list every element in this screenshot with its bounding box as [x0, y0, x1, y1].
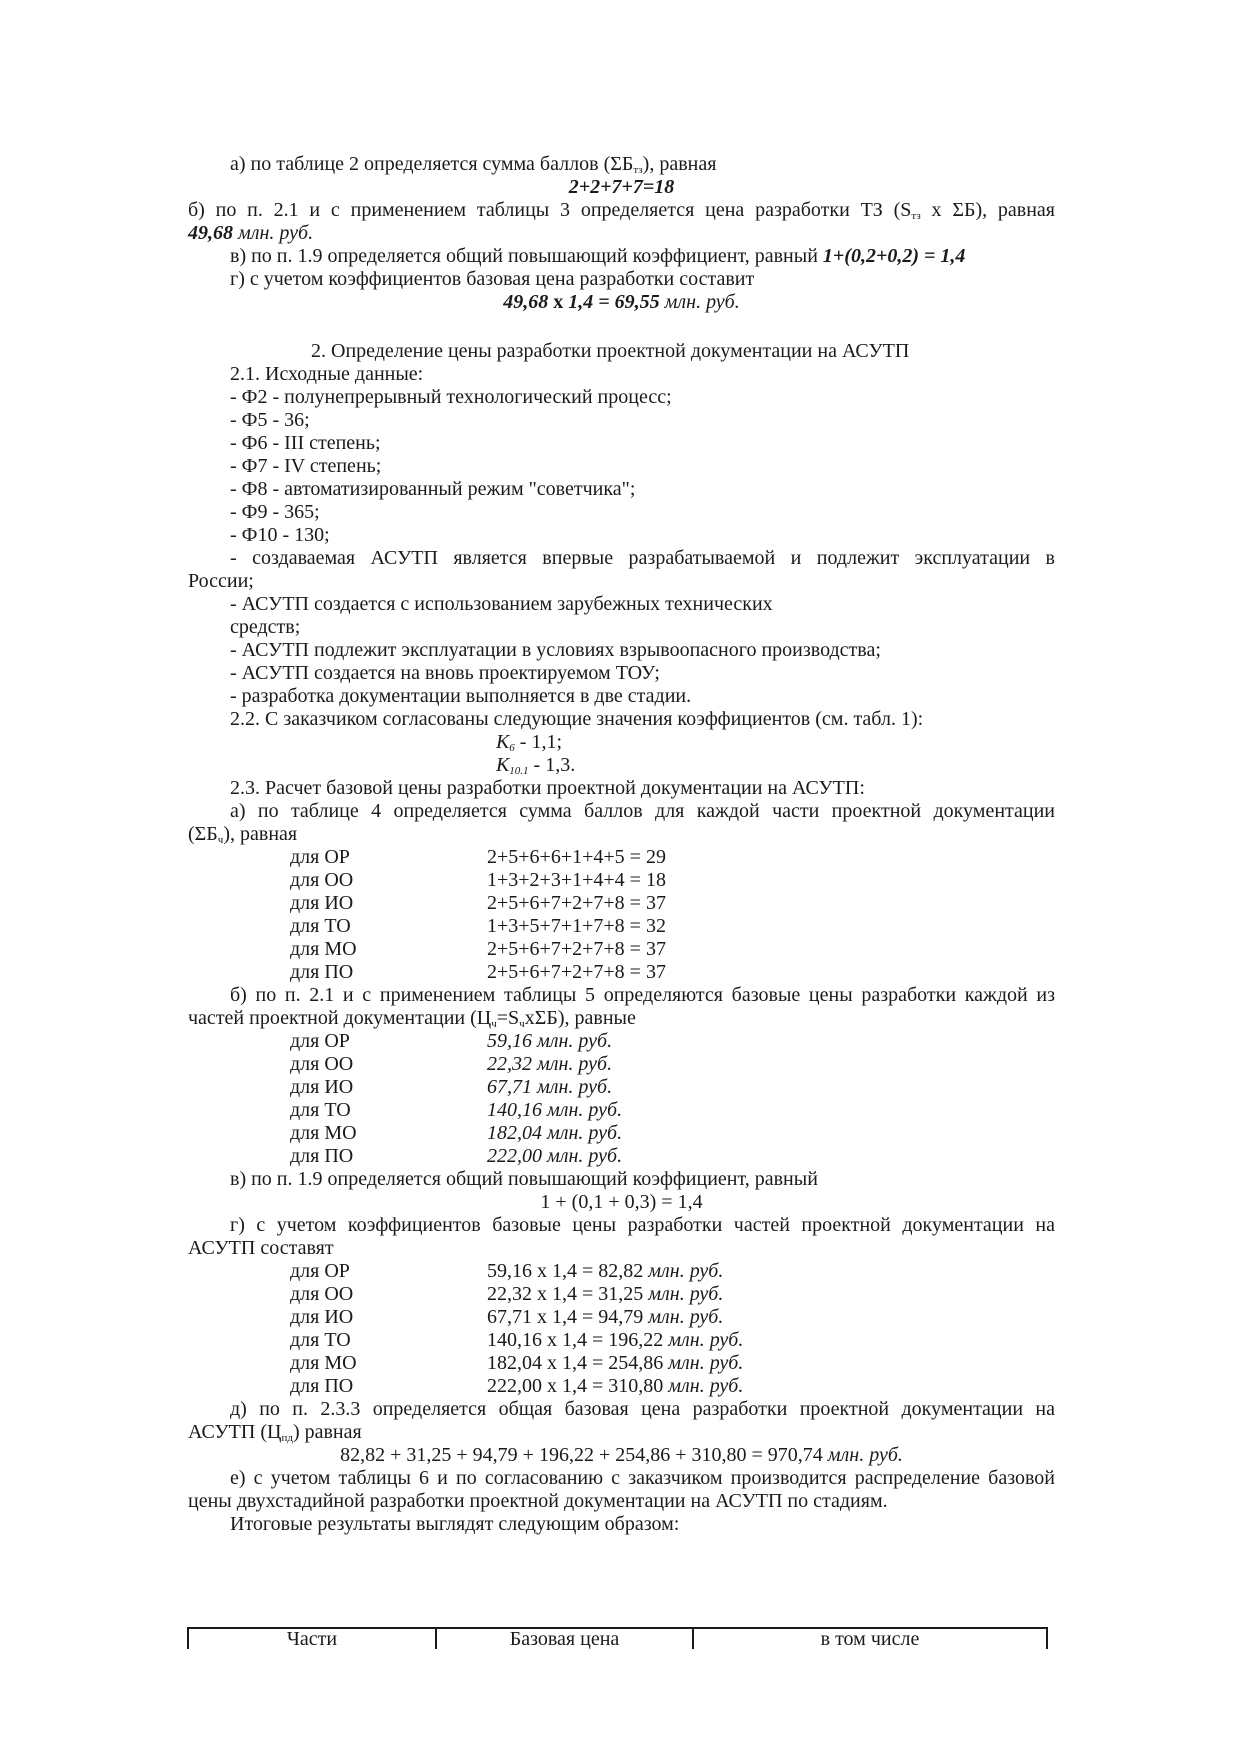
table-header-base-price: Базовая цена	[437, 1629, 694, 1649]
subsection-2-2: 2.2. С заказчиком согласованы следующие значения коэффициентов (см. табл. 1):	[230, 708, 924, 730]
table-header-parts: Части	[189, 1629, 437, 1649]
item-d-total-cont: АСУТП $(Ц_{пд})$ равная	[188, 1421, 362, 1444]
final-part: для ТО	[290, 1329, 351, 1351]
price-part: для ПО	[290, 1145, 354, 1167]
list-item: - создаваемая АСУТП является впервые разрабатываемой и подлежит эксплуатации в	[230, 547, 1055, 569]
price-part: для ИО	[290, 1076, 354, 1098]
price-part: для ОО	[290, 1053, 354, 1075]
list-item: - разработка документации выполняется в две стадии.	[230, 685, 692, 707]
final-part: для ПО	[290, 1375, 354, 1397]
item-e-stages-cont: цены двухстадийной разработки проектной документации на АСУТП по стадиям.	[188, 1490, 888, 1512]
score-part: для ИО	[290, 892, 354, 914]
item-b-price-line1: б) по п. 2.1 и с применением таблицы 3 определяется цена разработки ТЗ ($S_{тз}$ х ΣБ), равная	[188, 199, 1055, 222]
price-value: 59,16 млн. руб.	[487, 1030, 613, 1052]
item-v-coef2: в) по п. 1.9 определяется общий повышающий коэффициент, равный	[230, 1168, 818, 1190]
item-g-total: г) с учетом коэффициентов базовая цена разработки составит	[230, 268, 755, 290]
score-part: для ОР	[290, 846, 350, 868]
list-item: - Ф10 - 130;	[230, 524, 330, 546]
final-part: для ОО	[290, 1283, 354, 1305]
price-value: 222,00 млн. руб.	[487, 1145, 623, 1167]
final-part: для МО	[290, 1352, 357, 1374]
list-item-cont: средств;	[230, 616, 301, 638]
item-a-parts: а) по таблице 4 определяется сумма баллов для каждой части проектной документации	[230, 800, 1055, 822]
formula-score: 2+2+7+7=18	[568, 176, 675, 198]
score-formula: 2+5+6+7+2+7+8 = 37	[487, 892, 666, 914]
list-item: - АСУТП создается с использованием зарубежных технических	[230, 593, 773, 615]
price-value: 182,04 млн. руб.	[487, 1122, 623, 1144]
item-b-prices: б) по п. 2.1 и с применением таблицы 5 определяются базовые цены разработки каждой из	[230, 984, 1055, 1006]
list-item: - АСУТП создается на вновь проектируемом ТОУ;	[230, 662, 660, 684]
list-item: - Ф9 - 365;	[230, 501, 320, 523]
list-item: - Ф7 - IV степень;	[230, 455, 382, 477]
item-d-total: д) по п. 2.3.3 определяется общая базовая цена разработки проектной документации на	[230, 1398, 1055, 1420]
score-formula: 1+3+2+3+1+4+4 = 18	[487, 869, 666, 891]
subsection-2-3: 2.3. Расчет базовой цены разработки проектной документации на АСУТП:	[230, 777, 865, 799]
list-item: - Ф5 - 36;	[230, 409, 310, 431]
price-value: 22,32 млн. руб.	[487, 1053, 613, 1075]
item-a-score: а) по таблице 2 определяется сумма баллов $(\Sigma Б_{тз})$, равная	[230, 153, 717, 176]
formula-grand-total: 82,82 + 31,25 + 94,79 + 196,22 + 254,86 + 310,80 = 970,74 млн. руб.	[340, 1444, 903, 1466]
list-item-cont: России;	[188, 570, 254, 592]
item-v-coef: в) по п. 1.9 определяется общий повышающий коэффициент, равный 1+(0,2+0,2) = 1,4	[230, 245, 966, 267]
table-header-including: в том числе	[820, 1628, 920, 1650]
list-item: - АСУТП подлежит эксплуатации в условиях взрывоопасного производства;	[230, 639, 881, 661]
item-b-prices-cont: частей проектной документации $(Ц_ч=S_чх\Sigma Б)$, равные	[188, 1007, 636, 1030]
price-value: 140,16 млн. руб.	[487, 1099, 623, 1121]
item-a-parts-cont: $(\Sigma Б_ч)$, равная	[188, 823, 298, 846]
item-e-stages: е) с учетом таблицы 6 и по согласованию с заказчиком производится распределение базовой	[230, 1467, 1055, 1489]
list-item: - Ф6 - III степень;	[230, 432, 381, 454]
subsection-2-1: 2.1. Исходные данные:	[230, 363, 424, 385]
coef-k10-1: $К_{10.1} - 1,3$.	[496, 754, 576, 777]
formula-total: 49,68 х 1,4 = 69,55 млн. руб.	[503, 291, 740, 313]
score-formula: 2+5+6+7+2+7+8 = 37	[487, 938, 666, 960]
final-calc: 22,32 х 1,4 = 31,25 млн. руб.	[487, 1283, 724, 1305]
list-item: - Ф2 - полунепрерывный технологический процесс;	[230, 386, 672, 408]
score-formula: 2+5+6+7+2+7+8 = 37	[487, 961, 666, 983]
final-calc: 67,71 х 1,4 = 94,79 млн. руб.	[487, 1306, 724, 1328]
item-g-parts-cont: АСУТП составят	[188, 1237, 334, 1259]
price-part: для ОР	[290, 1030, 350, 1052]
score-part: для ПО	[290, 961, 354, 983]
final-calc: 140,16 х 1,4 = 196,22 млн. руб.	[487, 1329, 744, 1351]
coef-k6: $К_6 - 1,1$;	[496, 731, 562, 754]
score-part: для ОО	[290, 869, 354, 891]
final-calc: 182,04 х 1,4 = 254,86 млн. руб.	[487, 1352, 744, 1374]
list-item: - Ф8 - автоматизированный режим "советчика";	[230, 478, 636, 500]
formula-coef2: 1 + (0,1 + 0,3) = 1,4	[540, 1191, 703, 1213]
final-part: для ОР	[290, 1260, 350, 1282]
final-calc: 59,16 х 1,4 = 82,82 млн. руб.	[487, 1260, 724, 1282]
results-table	[187, 1627, 1048, 1649]
item-g-parts: г) с учетом коэффициентов базовые цены разработки частей проектной документации на	[230, 1214, 1055, 1236]
score-formula: 1+3+5+7+1+7+8 = 32	[487, 915, 666, 937]
results-intro: Итоговые результаты выглядят следующим образом:	[230, 1513, 680, 1535]
price-value: 67,71 млн. руб.	[487, 1076, 613, 1098]
score-part: для ТО	[290, 915, 351, 937]
price-part: для МО	[290, 1122, 357, 1144]
score-part: для МО	[290, 938, 357, 960]
price-part: для ТО	[290, 1099, 351, 1121]
final-calc: 222,00 х 1,4 = 310,80 млн. руб.	[487, 1375, 744, 1397]
section-heading: 2. Определение цены разработки проектной документации на АСУТП	[311, 340, 910, 362]
final-part: для ИО	[290, 1306, 354, 1328]
score-formula: 2+5+6+6+1+4+5 = 29	[487, 846, 666, 868]
item-b-price-value: 49,68 млн. руб.	[188, 222, 314, 244]
